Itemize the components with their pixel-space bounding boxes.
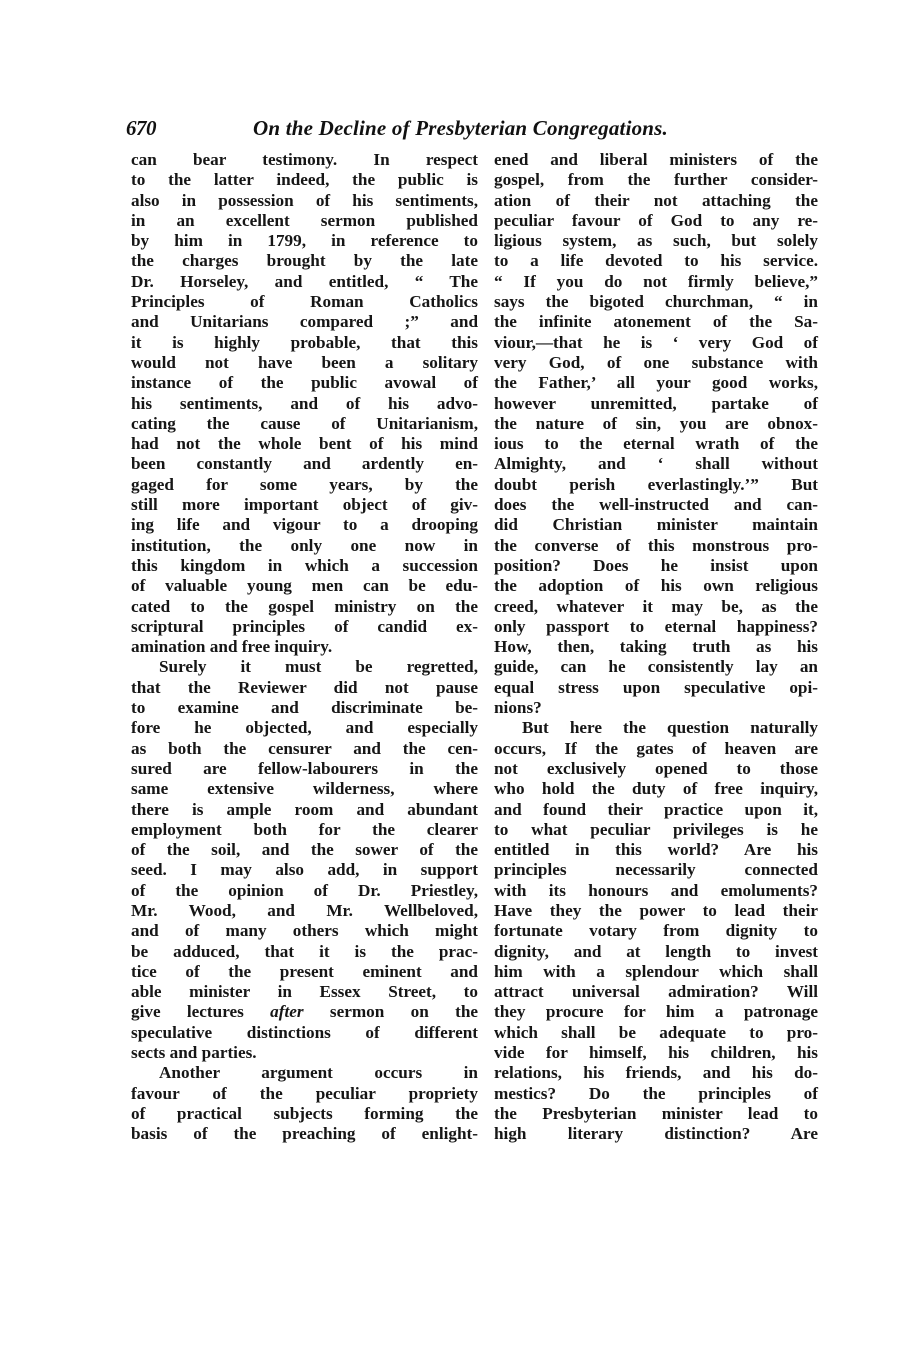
text-line: it is highly probable, that this xyxy=(131,332,478,352)
text-line: the converse of this monstrous pro- xyxy=(494,535,818,555)
text-line: cating the cause of Unitarianism, xyxy=(131,413,478,433)
text-line: sured are fellow-labourers in the xyxy=(131,758,478,778)
text-line: attract universal admiration? Will xyxy=(494,982,818,1002)
text-line: nions? xyxy=(494,698,542,718)
text-line: gaged for some years, by the xyxy=(131,474,478,494)
text-line: and of many others which might xyxy=(131,921,478,941)
text-line: can bear testimony. In respect xyxy=(131,150,478,169)
text-line: viour,—that he is ‘ very God of xyxy=(494,332,818,352)
text-line: the Father,’ all your good works, xyxy=(494,373,818,393)
text-line: employment both for the clearer xyxy=(131,819,478,839)
text-line: to what peculiar privileges is he xyxy=(494,819,818,839)
text-line: been constantly and ardently en- xyxy=(131,454,478,474)
text-line: they procure for him a patronage xyxy=(494,1002,818,1022)
text-line: ened and liberal ministers of the xyxy=(494,150,818,169)
text-line: his sentiments, and of his advo- xyxy=(131,393,478,413)
text-line: the charges brought by the late xyxy=(131,251,478,271)
text-line: very God, of one substance with xyxy=(494,352,818,372)
text-line: principles necessarily connected xyxy=(494,860,818,880)
text-line: cated to the gospel ministry on the xyxy=(131,596,478,616)
text-line: only passport to eternal happiness? xyxy=(494,616,818,636)
text-line: however unremitted, partake of xyxy=(494,393,818,413)
text-line: be adduced, that it is the prac- xyxy=(131,941,478,961)
text-line: fore he objected, and especially xyxy=(131,718,478,738)
text-line: of the opinion of Dr. Priestley, xyxy=(131,880,478,900)
text-line: same extensive wilderness, where xyxy=(131,779,478,799)
text-line: Principles of Roman Catholics xyxy=(131,292,478,312)
text-line: able minister in Essex Street, to xyxy=(131,982,478,1002)
text-line: ation of their not attaching the xyxy=(494,190,818,210)
text-line: the Presbyterian minister lead to xyxy=(494,1103,818,1123)
text-line: to examine and discriminate be- xyxy=(131,698,478,718)
text-line: institution, the only one now in xyxy=(131,535,478,555)
text-line: not exclusively opened to those xyxy=(494,758,818,778)
text-line: gospel, from the further consider- xyxy=(494,170,818,190)
text-line: the nature of sin, you are obnox- xyxy=(494,413,818,433)
text-line: which shall be adequate to pro- xyxy=(494,1022,818,1042)
text-line: high literary distinction? Are xyxy=(494,1124,818,1144)
text-line: equal stress upon speculative opi- xyxy=(494,677,818,697)
page-number: 670 xyxy=(126,116,156,140)
text-line: basis of the preaching of enlight- xyxy=(131,1124,478,1144)
page-header xyxy=(126,116,826,144)
text-segment: give lectures xyxy=(131,1002,271,1022)
text-line: says the bigoted churchman, “ in xyxy=(494,292,818,312)
text-line: favour of the peculiar propriety xyxy=(131,1083,478,1103)
text-line: him with a splendour which shall xyxy=(494,961,818,981)
text-line: the infinite atonement of the Sa- xyxy=(494,312,818,332)
text-line: “ If you do not firmly believe,” xyxy=(494,271,818,291)
text-line: that the Reviewer did not pause xyxy=(131,677,478,697)
text-line: instance of the public avowal of xyxy=(131,373,478,393)
text-line: occurs, If the gates of heaven are xyxy=(494,738,818,758)
text-line: dignity, and at length to invest xyxy=(494,941,818,961)
text-line: fortunate votary from dignity to xyxy=(494,921,818,941)
text-line: did Christian minister maintain xyxy=(494,515,818,535)
text-line: does the well-instructed and can- xyxy=(494,495,818,515)
text-line: Have they the power to lead their xyxy=(494,900,818,920)
paragraph-start-line: Surely it must be regretted, xyxy=(159,657,478,677)
text-line: Almighty, and ‘ shall without xyxy=(494,454,818,474)
text-line: ious to the eternal wrath of the xyxy=(494,434,818,454)
text-line: would not have been a solitary xyxy=(131,352,478,372)
text-line: entitled in this world? Are his xyxy=(494,840,818,860)
text-line: with its honours and emoluments? xyxy=(494,880,818,900)
text-line: guide, can he consistently lay an xyxy=(494,657,818,677)
text-line: creed, whatever it may be, as the xyxy=(494,596,818,616)
text-line: scriptural principles of candid ex- xyxy=(131,616,478,636)
text-line: mestics? Do the principles of xyxy=(494,1083,818,1103)
text-line: of valuable young men can be edu- xyxy=(131,576,478,596)
italic-word: after xyxy=(270,1002,304,1022)
text-line: tice of the present eminent and xyxy=(131,961,478,981)
text-line: by him in 1799, in reference to xyxy=(131,231,478,251)
text-line: ing life and vigour to a drooping xyxy=(131,515,478,535)
text-line: had not the whole bent of his mind xyxy=(131,434,478,454)
text-line: as both the censurer and the cen- xyxy=(131,738,478,758)
left-column xyxy=(131,150,478,1145)
text-line: there is ample room and abundant xyxy=(131,799,478,819)
text-line: relations, his friends, and his do- xyxy=(494,1063,818,1083)
text-line: of the soil, and the sower of the xyxy=(131,840,478,860)
text-segment: sermon on the xyxy=(303,1002,479,1022)
running-title: On the Decline of Presbyterian Congregations. xyxy=(253,116,669,140)
text-line: of practical subjects forming the xyxy=(131,1103,478,1123)
text-line: vide for himself, his children, his xyxy=(494,1043,818,1063)
text-line: peculiar favour of God to any re- xyxy=(494,210,818,230)
paragraph-start-line: Another argument occurs in xyxy=(159,1063,478,1083)
text-line: who hold the duty of free inquiry, xyxy=(494,779,818,799)
text-line: doubt perish everlastingly.’” But xyxy=(494,474,818,494)
text-line-with-italic xyxy=(131,1002,478,1022)
text-line: the adoption of his own religious xyxy=(494,576,818,596)
text-line: sects and parties. xyxy=(131,1043,257,1063)
text-line: to a life devoted to his service. xyxy=(494,251,818,271)
text-line: and found their practice upon it, xyxy=(494,799,818,819)
text-line: this kingdom in which a succession xyxy=(131,555,478,575)
text-line: Mr. Wood, and Mr. Wellbeloved, xyxy=(131,900,478,920)
text-line: amination and free inquiry. xyxy=(131,637,333,657)
text-line: Dr. Horseley, and entitled, “ The xyxy=(131,271,478,291)
text-line: still more important object of giv- xyxy=(131,495,478,515)
text-line: in an excellent sermon published xyxy=(131,210,478,230)
text-line: also in possession of his sentiments, xyxy=(131,190,478,210)
text-line: and Unitarians compared ;” and xyxy=(131,312,478,332)
paragraph-start-line: But here the question naturally xyxy=(522,718,818,738)
text-line: to the latter indeed, the public is xyxy=(131,170,478,190)
text-line: How, then, taking truth as his xyxy=(494,637,818,657)
text-line: seed. I may also add, in support xyxy=(131,860,478,880)
text-line: position? Does he insist upon xyxy=(494,555,818,575)
text-line: speculative distinctions of different xyxy=(131,1022,478,1042)
right-column xyxy=(494,150,818,1145)
text-line: ligious system, as such, but solely xyxy=(494,231,818,251)
